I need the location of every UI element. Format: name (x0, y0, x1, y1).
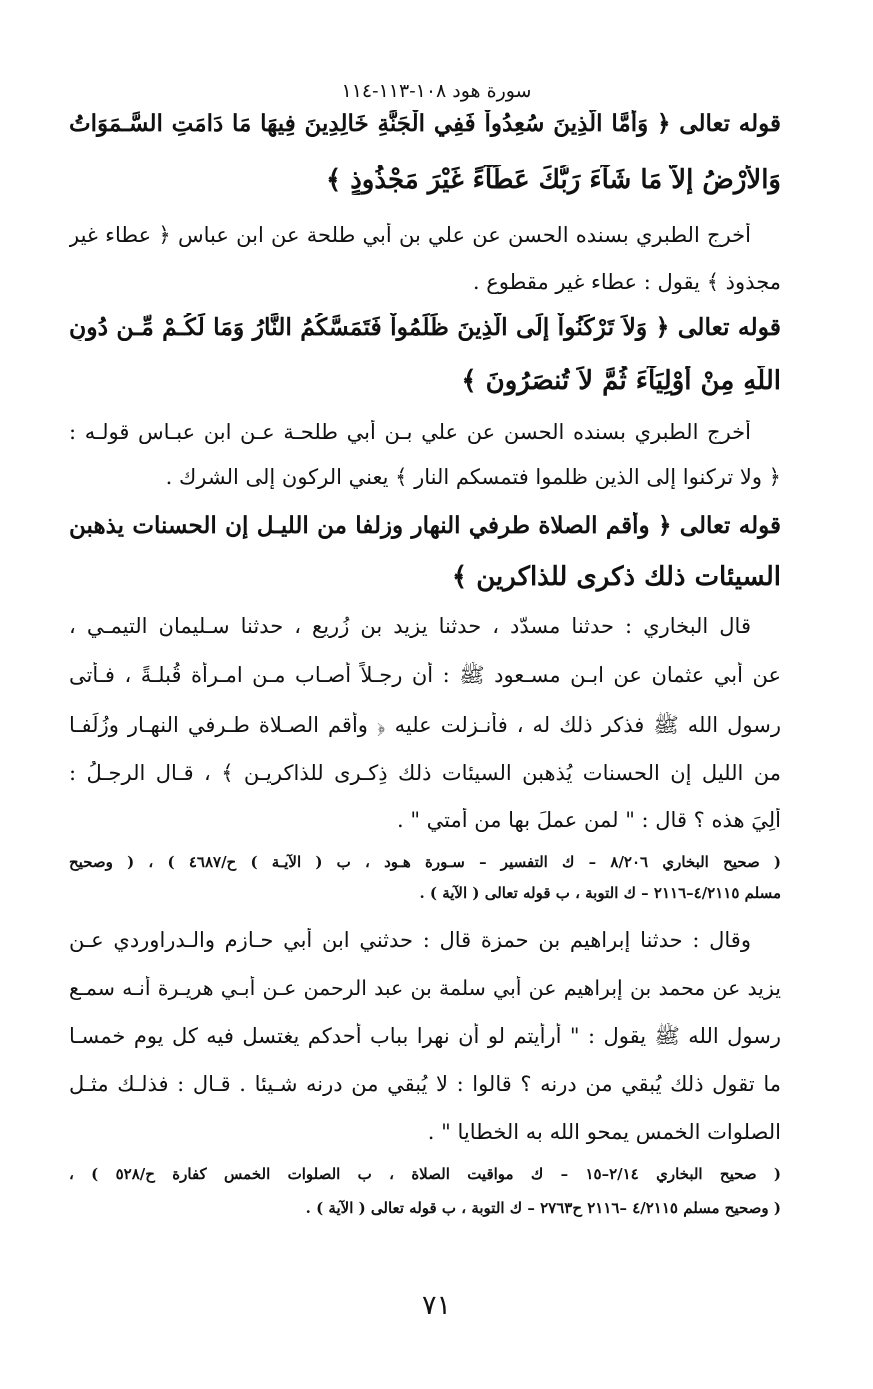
text-line: الصلوات الخمس يمحو الله به الخطايا " . (427, 1120, 781, 1144)
page-number: ٧١ (421, 1290, 451, 1321)
verse-line: قوله تعالى ﴿ وأقم الصلاة طرفي النهار وزلفا من الليـل إن الحسنات يذهبن (69, 512, 781, 539)
text-line: عن أبي عثمان عن ابـن مسـعود ﷺ : أن رجـلاً أصـاب مـن امـرأة قُبلـةً ، فـأتى (69, 663, 781, 687)
text-line: يزيد عن محمد بن إبراهيم عن أبي سلمة بن عبد الرحمن عـن أبـي هريـرة أنـه سمـع (69, 976, 781, 1000)
text-line: مجذوذ ﴾ يقول : عطاء غير مقطوع . (472, 270, 781, 294)
running-header: سورة هود ١٠٨-١١٣-١١٤ (341, 80, 532, 102)
text-line: أخرج الطبري بسنده الحسن عن علي بـن أبي طلحـة عـن ابن عبـاس قولـه : (69, 420, 751, 444)
text-line: من الليل إن الحسنات يُذهبن السيئات ذلك ذِكـرى للذاكريـن ﴾ ، قـال الرجـلُ : (69, 761, 781, 785)
reference-line: ( صحيح البخاري ٨/٢٠٦ – ك التفسير – سـورة هـود ، ب ( الآيـة ) ح/٤٦٨٧ ) ، ( وصحيح (69, 853, 781, 871)
verse-line: قوله تعالى ﴿ وَلاَ تَرْكَنُواْ إِلَى الَّذِينَ ظَلَمُواْ فَتَمَسَّكُمُ النَّارُ وَمَا لَكُـمْ مِّـن دُونِ (69, 313, 781, 341)
reference-line: ( وصحيح مسلم ٤/٢١١٥ –٢١١٦ ح٢٧٦٣ – ك التوبة ، ب قوله تعالى ( الآية ) . (305, 1199, 781, 1217)
text-line: قال البخاري : حدثنا مسدّد ، حدثنا يزيد بن زُريع ، حدثنا سـليمان التيمـي ، (69, 614, 751, 638)
reference-line: مسلم ٤/٢١١٥–٢١١٦ – ك التوبة ، ب قوله تعالى ( الآية ) . (419, 884, 781, 902)
text-line: أَلِيَ هذه ؟ قال : " لمن عملَ بها من أمتي " . (396, 808, 781, 832)
text-line: أخرج الطبري بسنده الحسن عن علي بن أبي طلحة عن ابن عباس ﴿ عطاء غير (69, 223, 751, 247)
text-line: وقال : حدثنا إبراهيم بن حمزة قال : حدثني ابن أبي حـازم والـدراوردي عـن (69, 928, 751, 952)
text-line: رسول الله ﷺ فذكر ذلك له ، فأنـزلت عليه ﴿ وأقم الصـلاة طـرفي النهـار وزُلَفـا (69, 713, 781, 737)
text-line: ما تقول ذلك يُبقي من درنه ؟ قالوا : لا يُبقي من درنه شـيئا . قـال : فذلـك مثـل (69, 1072, 781, 1096)
reference-line: ( صحيح البخاري ٢/١٤–١٥ – ك مواقيت الصلاة ، ب الصلوات الخمس كفارة ح/٥٢٨ ) ، (69, 1165, 781, 1183)
verse-line: السيئات ذلك ذكرى للذاكرين ﴾ (451, 562, 781, 592)
verse-line: قوله تعالى ﴿ وَأَمَّا الَّذِينَ سُعِدُواْ فَفِي الْجَنَّةِ خَالِدِينَ فِيهَا مَا دَامَتِ السَّـمَوَاتُ (69, 110, 781, 137)
text-line: ﴿ ولا تركنوا إلى الذين ظلموا فتمسكم النار ﴾ يعني الركون إلى الشرك . (165, 465, 781, 489)
text-line: رسول الله ﷺ يقول : " أرأيتم لو أن نهرا بباب أحدكم يغتسل فيه كل يوم خمسـا (69, 1024, 781, 1048)
verse-line: وَالأَرْضُ إِلاَّ مَا شَآءَ رَبُّكَ عَطَآءً غَيْرَ مَجْذُوذٍ ﴾ (325, 165, 781, 195)
verse-line: اللَّهِ مِنْ أَوْلِيَآءَ ثُمَّ لاَ تُنصَرُونَ ﴾ (461, 366, 781, 396)
